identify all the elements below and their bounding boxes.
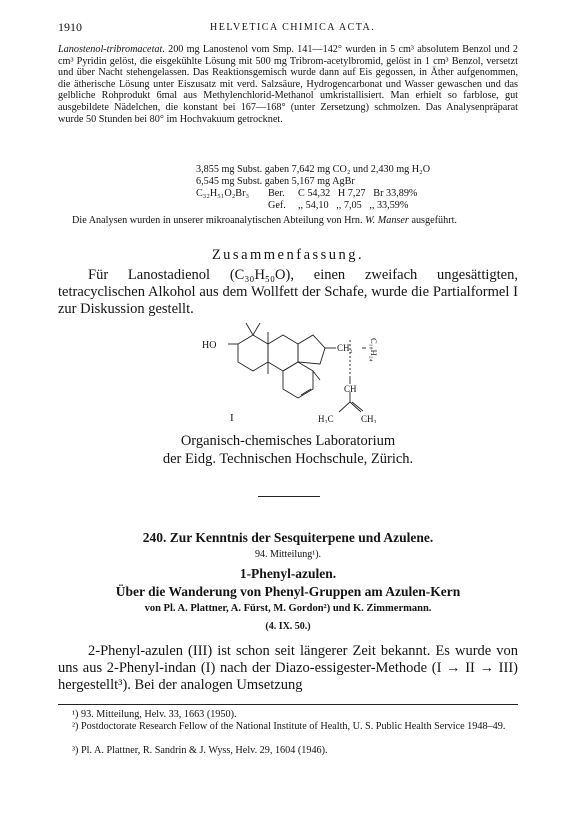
analysis-note-end: ausgeführt. [408,215,457,226]
analysis-calc-label: Ber. [268,188,285,199]
footnote-divider [58,704,518,705]
analysis-note-name: W. Manser [365,215,409,226]
lab-line-1: Organisch-chemisches Laboratorium [180,433,396,449]
analysis-found-values: ,, 54,10 ,, 7,05 ,, 33,59% [298,200,409,211]
structure-label: I [230,412,234,424]
structure-ch2: CH₂ [337,343,353,353]
article-subtitle-1: 1-Phenyl-azulen. [239,566,337,581]
structure-formula-diagram [200,318,390,423]
analysis-note [58,215,518,227]
experimental-title: Lanostenol-tribromacetat. [58,44,165,55]
summary-heading: Zusammenfassung. [211,247,365,263]
structure-h3c: H₃C [318,414,334,423]
experimental-paragraph [58,44,518,125]
ring-d [298,335,325,364]
footnote-2: ²) Postdoctorate Research Fellow of the National Institute of Health, U. S. Public Health Service 1948–49. [72,721,506,732]
summary-text: Für Lanostadienol (C₃₀H₅₀O), einen zweifach ungesättigten, tetracyclischen Alkohol aus dem Wollfett der Schafe, wurde die Partialformel I zur Diskussion gestellt. [58,267,518,317]
analysis-calc-values: C 54,32 H 7,27 Br 33,89% [298,188,418,199]
article-title: 240. Zur Kenntnis der Sesquiterpene und Azulene. [142,530,434,545]
analysis-line-1: 3,855 mg Subst. gaben 7,642 mg CO₂ und 2,430 mg H₂O [196,164,431,175]
section-divider [258,496,320,497]
structure-ho: HO [202,340,217,351]
ring-c [283,362,313,398]
structure-side-chain: C₁₈H₂₄ [369,338,379,362]
article-date: (4. IX. 50.) [265,621,311,632]
experimental-text: 200 mg Lanostenol vom Smp. 141—142° wurden in 5 cm³ absolutem Benzol und 2 cm³ Pyridin gelöst, die eisgekühlte Lösung mit 500 mg Tribrom-acetylbromid, gelöst in 1 cm³ Benzol, versetzt und über Nacht stehengelassen. Das Reaktionsgemisch wurde dann auf Eis gegossen, in Äther aufgenommen, die ätherische Lösung unter Eiszusatz mit verd. Salzsäure, Hydrogencarbonat und Wasser gewaschen und das gelbliche Rohprodukt 6mal aus Methylenchlorid-Methanol umkristallisiert. Man erhielt so farblose, gut ausgebildete Nädelchen, die konstant bei 167—168° (unter Zersetzung) schmolzen. Das Analysenpräparat wurde 50 Stunden bei 80° im Hochvakuum getrocknet. [58,44,518,125]
analysis-note-text: Die Analysen wurden in unserer mikroanalytischen Abteilung von Hrn. [72,215,366,226]
footnote-3: ³) Pl. A. Plattner, R. Sandrin & J. Wyss, Helv. 29, 1604 (1946). [72,745,328,756]
lab-line-2: der Eidg. Technischen Hochschule, Zürich. [162,451,414,467]
article-body: 2-Phenyl-azulen (III) ist schon seit längerer Zeit bekannt. Es wurde von uns aus 2-Phenyl-indan (I) nach der Diazo-essigester-Methode (I → II → III) hergestellt³). Bei der analogen Umsetzung [58,643,518,693]
ring-a [238,335,268,371]
article-subtitle-2: Über die Wanderung von Phenyl-Gruppen am Azulen-Kern [115,584,461,599]
page-number: 1910 [58,20,82,34]
article-part: 94. Mitteilung¹). [254,549,322,560]
journal-header: HELVETICA CHIMICA ACTA. [210,22,376,33]
footnote-1: ¹) 93. Mitteilung, Helv. 33, 1663 (1950). [72,709,237,720]
article-authors: von Pl. A. Plattner, A. Fürst, M. Gordon²) und K. Zimmermann. [144,603,432,614]
analysis-line-2: 6,545 mg Subst. gaben 5,167 mg AgBr [196,176,355,187]
structure-ch: CH [344,384,357,394]
ring-b [268,335,298,371]
analysis-found-label: Gef. [268,200,286,211]
structure-ch3: CH₃ [361,414,377,423]
analysis-formula: C₃₂H₅₁O₂Br₃ [196,188,250,199]
